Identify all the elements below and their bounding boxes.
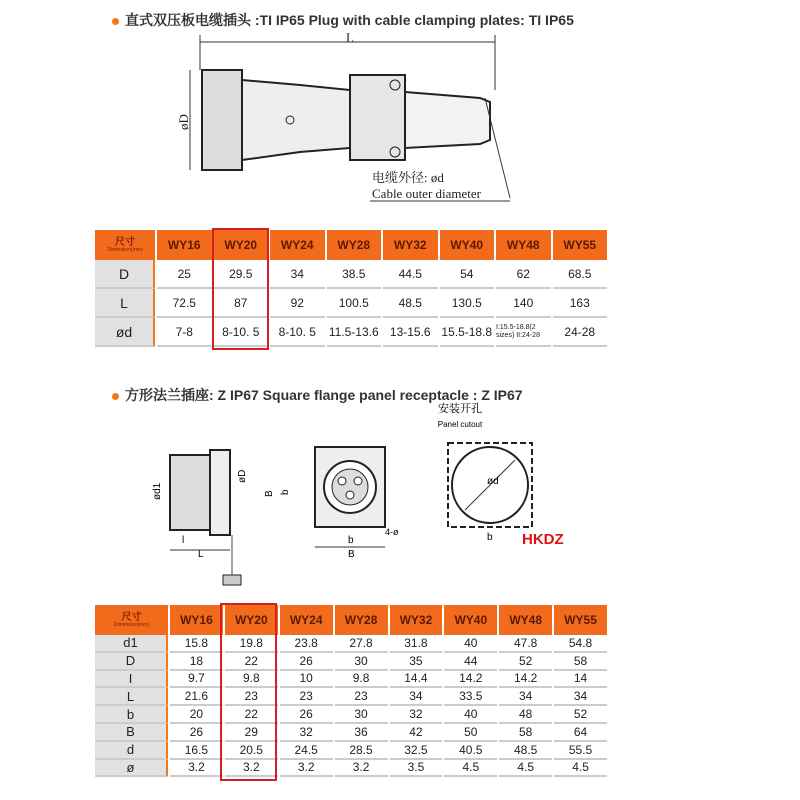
wy20-highlight <box>220 603 277 781</box>
column-header: WY28 <box>327 230 382 260</box>
header-dimension: 尺寸 Dimension(mm) <box>95 230 155 260</box>
table-cell: 32 <box>390 706 443 724</box>
svg-text:øD: øD <box>237 469 248 483</box>
table-cell: 9.8 <box>335 671 388 689</box>
table-row <box>95 260 607 289</box>
column-header: WY32 <box>383 230 438 260</box>
row-label: L <box>95 289 155 318</box>
table-cell: 28.5 <box>335 742 388 760</box>
table-cell: 58 <box>554 653 607 671</box>
row-label: b <box>95 706 168 724</box>
table-cell: 33.5 <box>444 688 497 706</box>
table-cell: 34 <box>270 260 325 289</box>
table-cell: 29 <box>225 724 278 742</box>
table-cell: 30 <box>335 653 388 671</box>
table-row <box>95 688 607 706</box>
svg-text:b: b <box>348 535 354 546</box>
table-cell: 7-8 <box>157 318 212 347</box>
column-header: WY24 <box>270 230 325 260</box>
table-cell: 48.5 <box>383 289 438 318</box>
table-cell: 34 <box>554 688 607 706</box>
table-cell: 58 <box>499 724 552 742</box>
table-cell: 22 <box>225 706 278 724</box>
table-cell: 23 <box>280 688 333 706</box>
table-cell: 52 <box>499 653 552 671</box>
table-row <box>95 653 607 671</box>
table-cell: 3.5 <box>390 760 443 778</box>
table-cell: 8-10. 5 <box>270 318 325 347</box>
table-cell: 100.5 <box>327 289 382 318</box>
table-row <box>95 742 607 760</box>
table-cell: 25 <box>157 260 212 289</box>
table-cell: 3.2 <box>335 760 388 778</box>
column-header: WY48 <box>496 230 551 260</box>
column-header: WY20 <box>225 605 278 635</box>
table-cell: 24-28 <box>553 318 608 347</box>
table-cell: 32 <box>280 724 333 742</box>
table-cell: 32.5 <box>390 742 443 760</box>
row-label: d1 <box>95 635 168 653</box>
table-cell: 3.2 <box>280 760 333 778</box>
table-cell: 44 <box>444 653 497 671</box>
table-cell: 11.5-13.6 <box>327 318 382 347</box>
column-header: WY55 <box>554 605 607 635</box>
row-label: I <box>95 671 168 689</box>
table-cell: 21.6 <box>170 688 223 706</box>
table-cell: 23.8 <box>280 635 333 653</box>
table-cell: 26 <box>170 724 223 742</box>
svg-text:ød1: ød1 <box>152 482 163 500</box>
table-cell: 16.5 <box>170 742 223 760</box>
section1-title-text: 直式双压板电缆插头 :TI IP65 Plug with cable clamping plates: TI IP65 <box>125 12 574 28</box>
table-cell: 42 <box>390 724 443 742</box>
column-header: WY55 <box>553 230 608 260</box>
column-header: WY28 <box>335 605 388 635</box>
table-cell: 14.2 <box>499 671 552 689</box>
section2-title <box>112 385 523 405</box>
table-cell: 130.5 <box>440 289 495 318</box>
column-header: WY32 <box>390 605 443 635</box>
table-cell: 44.5 <box>383 260 438 289</box>
row-label: D <box>95 260 155 289</box>
svg-text:ød: ød <box>487 476 499 487</box>
table-cell: 34 <box>499 688 552 706</box>
table-cell: 22 <box>225 653 278 671</box>
column-header: WY40 <box>440 230 495 260</box>
row-label: D <box>95 653 168 671</box>
table-cell: 29.5 <box>214 260 269 289</box>
table-row <box>95 671 607 689</box>
svg-text:l: l <box>182 535 185 546</box>
row-label: ød <box>95 318 155 347</box>
dim-D-label: øD <box>176 114 191 130</box>
table-cell: 64 <box>554 724 607 742</box>
table-cell: 9.7 <box>170 671 223 689</box>
table-cell: 4.5 <box>444 760 497 778</box>
table-cell: 18 <box>170 653 223 671</box>
wy20-highlight <box>212 228 269 350</box>
svg-text:B: B <box>264 490 275 497</box>
table-cell: 34 <box>390 688 443 706</box>
table-cell: 68.5 <box>553 260 608 289</box>
dim-L-label: L <box>346 30 354 45</box>
table-cell: 23 <box>335 688 388 706</box>
table-row <box>95 318 607 347</box>
table-cell: 9.8 <box>225 671 278 689</box>
svg-text:安装开孔: 安装开孔 <box>438 403 482 415</box>
table-cell: 163 <box>553 289 608 318</box>
table-cell: 72.5 <box>157 289 212 318</box>
row-label: B <box>95 724 168 742</box>
section1-title <box>112 10 574 30</box>
table-cell: 48 <box>499 706 552 724</box>
table-cell: 54.8 <box>554 635 607 653</box>
table-cell: 24.5 <box>280 742 333 760</box>
row-label: ø <box>95 760 168 778</box>
svg-text:Panel cutout: Panel cutout <box>437 420 483 429</box>
table-cell: 38.5 <box>327 260 382 289</box>
panel-cutout-drawing <box>445 440 535 543</box>
table-cell: 8-10. 5 <box>214 318 269 347</box>
table-cell: 23 <box>225 688 278 706</box>
table-cell: 4.5 <box>554 760 607 778</box>
table-cell: 50 <box>444 724 497 742</box>
svg-text:4-ø: 4-ø <box>385 527 399 537</box>
column-header: WY16 <box>170 605 223 635</box>
table-cell: 10 <box>280 671 333 689</box>
table-cell: 48.5 <box>499 742 552 760</box>
column-header: WY24 <box>280 605 333 635</box>
table-row <box>95 289 607 318</box>
table-cell: 26 <box>280 653 333 671</box>
table-row <box>95 724 607 742</box>
table-row <box>95 706 607 724</box>
table-cell: 40.5 <box>444 742 497 760</box>
svg-text:b: b <box>280 489 291 495</box>
table-cell: 20 <box>170 706 223 724</box>
row-label: L <box>95 688 168 706</box>
svg-text:b: b <box>487 532 493 543</box>
column-header: WY16 <box>157 230 212 260</box>
column-header: WY20 <box>214 230 269 260</box>
table-cell: 19.8 <box>225 635 278 653</box>
table-cell: 4.5 <box>499 760 552 778</box>
section2-title-text: 方形法兰插座: Z IP67 Square flange panel receptacle : Z IP67 <box>125 387 523 403</box>
header-dimension: 尺寸 Dimension(mm) <box>95 605 168 635</box>
table-cell: 140 <box>496 289 551 318</box>
plug-dimension-table <box>93 230 609 347</box>
table-cell: 54 <box>440 260 495 289</box>
table-cell: 13-15.6 <box>383 318 438 347</box>
table-cell: 52 <box>554 706 607 724</box>
table-cell: 40 <box>444 706 497 724</box>
table-cell: 26 <box>280 706 333 724</box>
table-cell: 27.8 <box>335 635 388 653</box>
cable-diameter-en: Cable outer diameter <box>372 186 482 201</box>
table-row <box>95 635 607 653</box>
table-cell: 40 <box>444 635 497 653</box>
receptacle-dimension-table <box>93 605 609 777</box>
table-cell: 14.2 <box>444 671 497 689</box>
table-cell: 47.8 <box>499 635 552 653</box>
table-cell: 92 <box>270 289 325 318</box>
cable-diameter-cn: 电缆外径: ød <box>372 170 444 185</box>
table-cell: 87 <box>214 289 269 318</box>
table-cell: 30 <box>335 706 388 724</box>
column-header: WY40 <box>444 605 497 635</box>
table-cell: I:15.5-18.8(2 sizes) II:24-28 <box>496 318 551 347</box>
table-cell: 20.5 <box>225 742 278 760</box>
table-cell: 15.5-18.8 <box>440 318 495 347</box>
table-row <box>95 760 607 778</box>
brand-logo: HKDZ <box>522 531 564 548</box>
table-cell: 15.8 <box>170 635 223 653</box>
table-cell: 62 <box>496 260 551 289</box>
svg-text:B: B <box>348 549 355 560</box>
table-cell: 14.4 <box>390 671 443 689</box>
table-cell: 14 <box>554 671 607 689</box>
table-cell: 35 <box>390 653 443 671</box>
table-cell: 36 <box>335 724 388 742</box>
table-cell: 55.5 <box>554 742 607 760</box>
table-cell: 3.2 <box>170 760 223 778</box>
svg-text:L: L <box>198 549 204 560</box>
plug-drawing <box>176 30 520 205</box>
table-cell: 31.8 <box>390 635 443 653</box>
column-header: WY48 <box>499 605 552 635</box>
row-label: d <box>95 742 168 760</box>
table-cell: 3.2 <box>225 760 278 778</box>
